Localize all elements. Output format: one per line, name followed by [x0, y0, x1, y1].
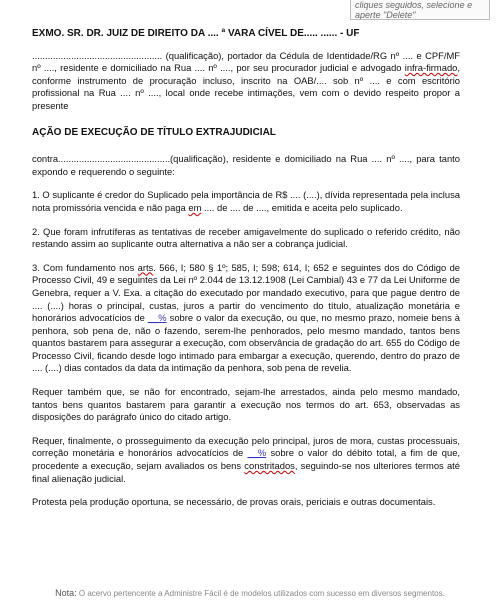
intro-misspelled-word: infra-firmado	[404, 62, 458, 74]
p1-em-word: em	[188, 201, 202, 213]
action-title: AÇÃO DE EXECUÇÃO DE TÍTULO EXTRAJUDICIAL	[32, 126, 276, 138]
footer-note	[0, 588, 500, 598]
footer-text: O acervo pertencente a Administre Fácil é de modelos utilizados com sucesso em diversos segmentos.	[76, 589, 445, 598]
p3-text-b: . 566, I; 580 § 1º; 585, I; 598; 614, I; 652 e seguintes dos do Código de Processo Civil, 49 e seguintes da Lei nº 2.044 de 13.12.1908 (Lei Cambial) 43 e 77 da Lei Uniforme de Genebra, requer a V. Exa. a citação do executado por mandado executivo, para que pague dentro de .... (....) horas o principal, custas, juros a partir do vencimento do título, atualização monetária e honorários advocatícios de	[32, 261, 460, 324]
p1-text-b: .... de .... de ...., emitida e aceita pelo suplicado.	[201, 201, 403, 213]
intro-paragraph	[32, 50, 460, 113]
p5-text-c: , seguindo-se nos ulteriores termos até final alienação judicial.	[32, 460, 461, 484]
p5-percent-blank: __%	[247, 447, 267, 459]
tooltip-text: cliques seguidos, selecione e aperte "Delete"	[355, 0, 473, 20]
p3-arts-word: arts	[137, 261, 154, 273]
p5-text-a: Requer, finalmente, o prosseguimento da execução pelo principal, juros de mora, custas processuais, correção monetária e honorários advocatícios de	[32, 434, 460, 459]
intro-text-a: .................................................. (qualificação), portador da Cédula de Identidade/RG nº .... e CPF/MF nº ...., residente e domiciliado na Rua .... nº ...., por seu procurador judicial e advogado	[32, 49, 460, 74]
tooltip-hint	[350, 0, 490, 20]
paragraph-2: 2. Que foram infrutíferas as tentativas de receber amigavelmente do suplicado o referido crédito, não restando assim ao suplicante outra alternativa a não ser a cobrança judicial.	[32, 225, 460, 250]
paragraph-4: Requer também que, se não for encontrado, sejam-lhe arrestados, ainda pelo mesmo mandado, tantos bens quantos bastarem para garantir a execução nos termos do art. 653, observadas as disposições do parágrafo único do citado artigo.	[32, 386, 460, 423]
p3-percent-blank: __%	[147, 312, 167, 324]
paragraph-3	[32, 262, 460, 375]
footer-label: Nota:	[55, 588, 77, 598]
intro-text-b: , conforme instrumento de procuração incluso, inscrito na OAB/.... sob nº .... e com escritório profissional na Rua .... nº ...., local onde recebe intimações, vem com o devido respeito propor a presente	[32, 62, 460, 111]
p1-text-a: 1. O suplicante é credor do Suplicado pela importância de R$ .... (....), dívida representada pela inclusa nota promissória vencida e não paga	[32, 189, 460, 213]
p5-misspelled-word: constritados	[244, 460, 295, 472]
document-header: EXMO. SR. DR. JUIZ DE DIREITO DA .... ª VARA CÍVEL DE..... ...... - UF	[32, 28, 360, 39]
contra-paragraph: contra...........................................(qualificação), residente e domiciliado na Rua .... nº ...., para tanto expondo e requerendo o seguinte:	[32, 153, 460, 177]
p3-text-c: sobre o valor da execução, ou que, no mesmo prazo, nomeie bens à penhora, sob pena de, não o fazendo, serem-lhe penhorados, pelo mesmo mandado, tantos bens quantos bastarem para assegurar a execução, com observância de gradação do art. 655 do Código de Processo Civil, ficando desde logo intimado para embargar a execução, querendo, dentro do prazo de .... (....) dias contados da data da intimação da penhora, sob pena de revelia.	[32, 312, 460, 374]
document-body	[32, 28, 460, 520]
paragraph-1	[32, 189, 460, 214]
p5-text-b: sobre o valor do débito total, a fim de que, procedente a execução, sejam avaliados os bens	[32, 447, 461, 472]
p3-text-a: 3. Com fundamento nos	[32, 261, 138, 273]
paragraph-5	[32, 435, 460, 485]
paragraph-6: Protesta pela produção oportuna, se necessário, de provas orais, periciais e outras documentais.	[32, 496, 436, 508]
